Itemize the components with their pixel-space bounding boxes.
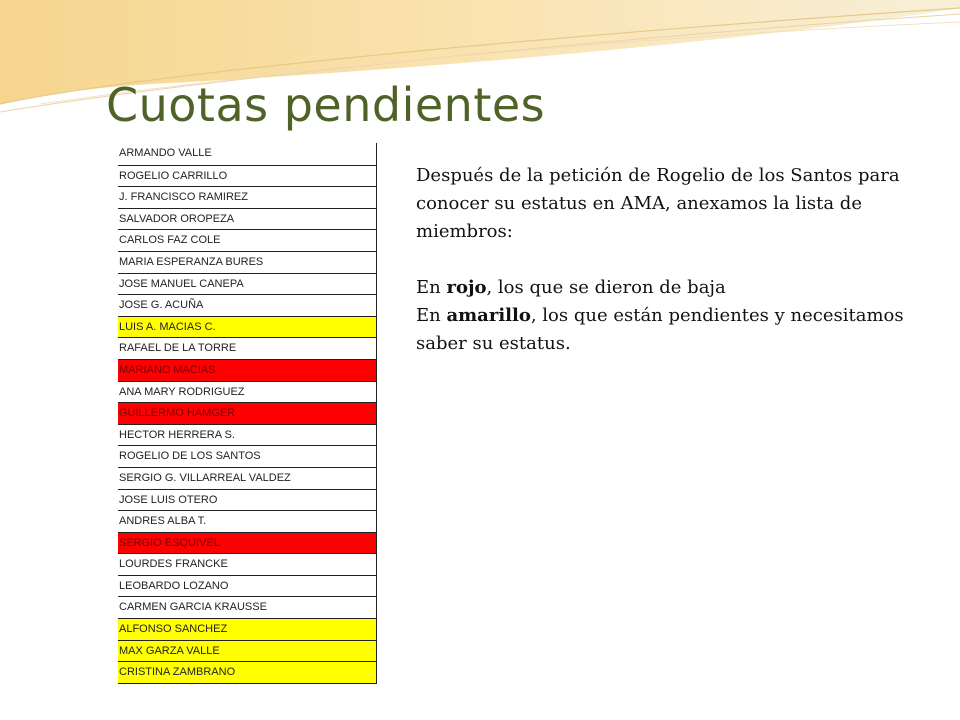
- member-row: LOURDES FRANCKE: [118, 553, 376, 575]
- member-row: GUILLERMO HAMGER: [118, 402, 376, 424]
- member-row: ROGELIO DE LOS SANTOS: [118, 445, 376, 467]
- member-row: CARLOS FAZ COLE: [118, 229, 376, 251]
- member-row: CARMEN GARCIA KRAUSSE: [118, 596, 376, 618]
- member-row: ANDRES ALBA T.: [118, 510, 376, 532]
- member-row: MAX GARZA VALLE: [118, 640, 376, 662]
- red-legend-keyword: rojo: [446, 277, 487, 298]
- page-title: Cuotas pendientes: [106, 78, 546, 132]
- member-row: SERGIO ESQUIVEL: [118, 532, 376, 554]
- member-row: JOSE LUIS OTERO: [118, 489, 376, 511]
- member-row: ARMANDO VALLE: [119, 147, 212, 159]
- red-legend: En rojo, los que se dieron de baja: [416, 277, 726, 298]
- member-row: SALVADOR OROPEZA: [118, 208, 376, 230]
- intro-paragraph: Después de la petición de Rogelio de los Santos para conocer su estatus en AMA, anexamos la lista de miembros:: [416, 165, 900, 242]
- member-row: J. FRANCISCO RAMIREZ: [118, 186, 376, 208]
- yellow-legend-keyword: amarillo: [446, 305, 531, 326]
- member-row: JOSE G. ACUÑA: [118, 294, 376, 316]
- member-row: HECTOR HERRERA S.: [118, 424, 376, 446]
- member-row: ALFONSO SANCHEZ: [118, 618, 376, 640]
- member-row: JOSE MANUEL CANEPA: [118, 273, 376, 295]
- member-row: ROGELIO CARRILLO: [118, 165, 376, 187]
- member-row: MARIANO MACIAS: [118, 359, 376, 381]
- member-row: SERGIO G. VILLARREAL VALDEZ: [118, 467, 376, 489]
- member-row: RAFAEL DE LA TORRE: [118, 337, 376, 359]
- body-text: [416, 162, 936, 358]
- member-row: ANA MARY RODRIGUEZ: [118, 381, 376, 403]
- member-row: LUIS A. MACIAS C.: [118, 316, 376, 338]
- members-table: [118, 143, 377, 684]
- member-row: LEOBARDO LOZANO: [118, 575, 376, 597]
- member-row: CRISTINA ZAMBRANO: [118, 661, 376, 683]
- member-row: MARIA ESPERANZA BURES: [118, 251, 376, 273]
- yellow-legend: En amarillo, los que están pendientes y necesitamos saber su estatus.: [416, 305, 904, 354]
